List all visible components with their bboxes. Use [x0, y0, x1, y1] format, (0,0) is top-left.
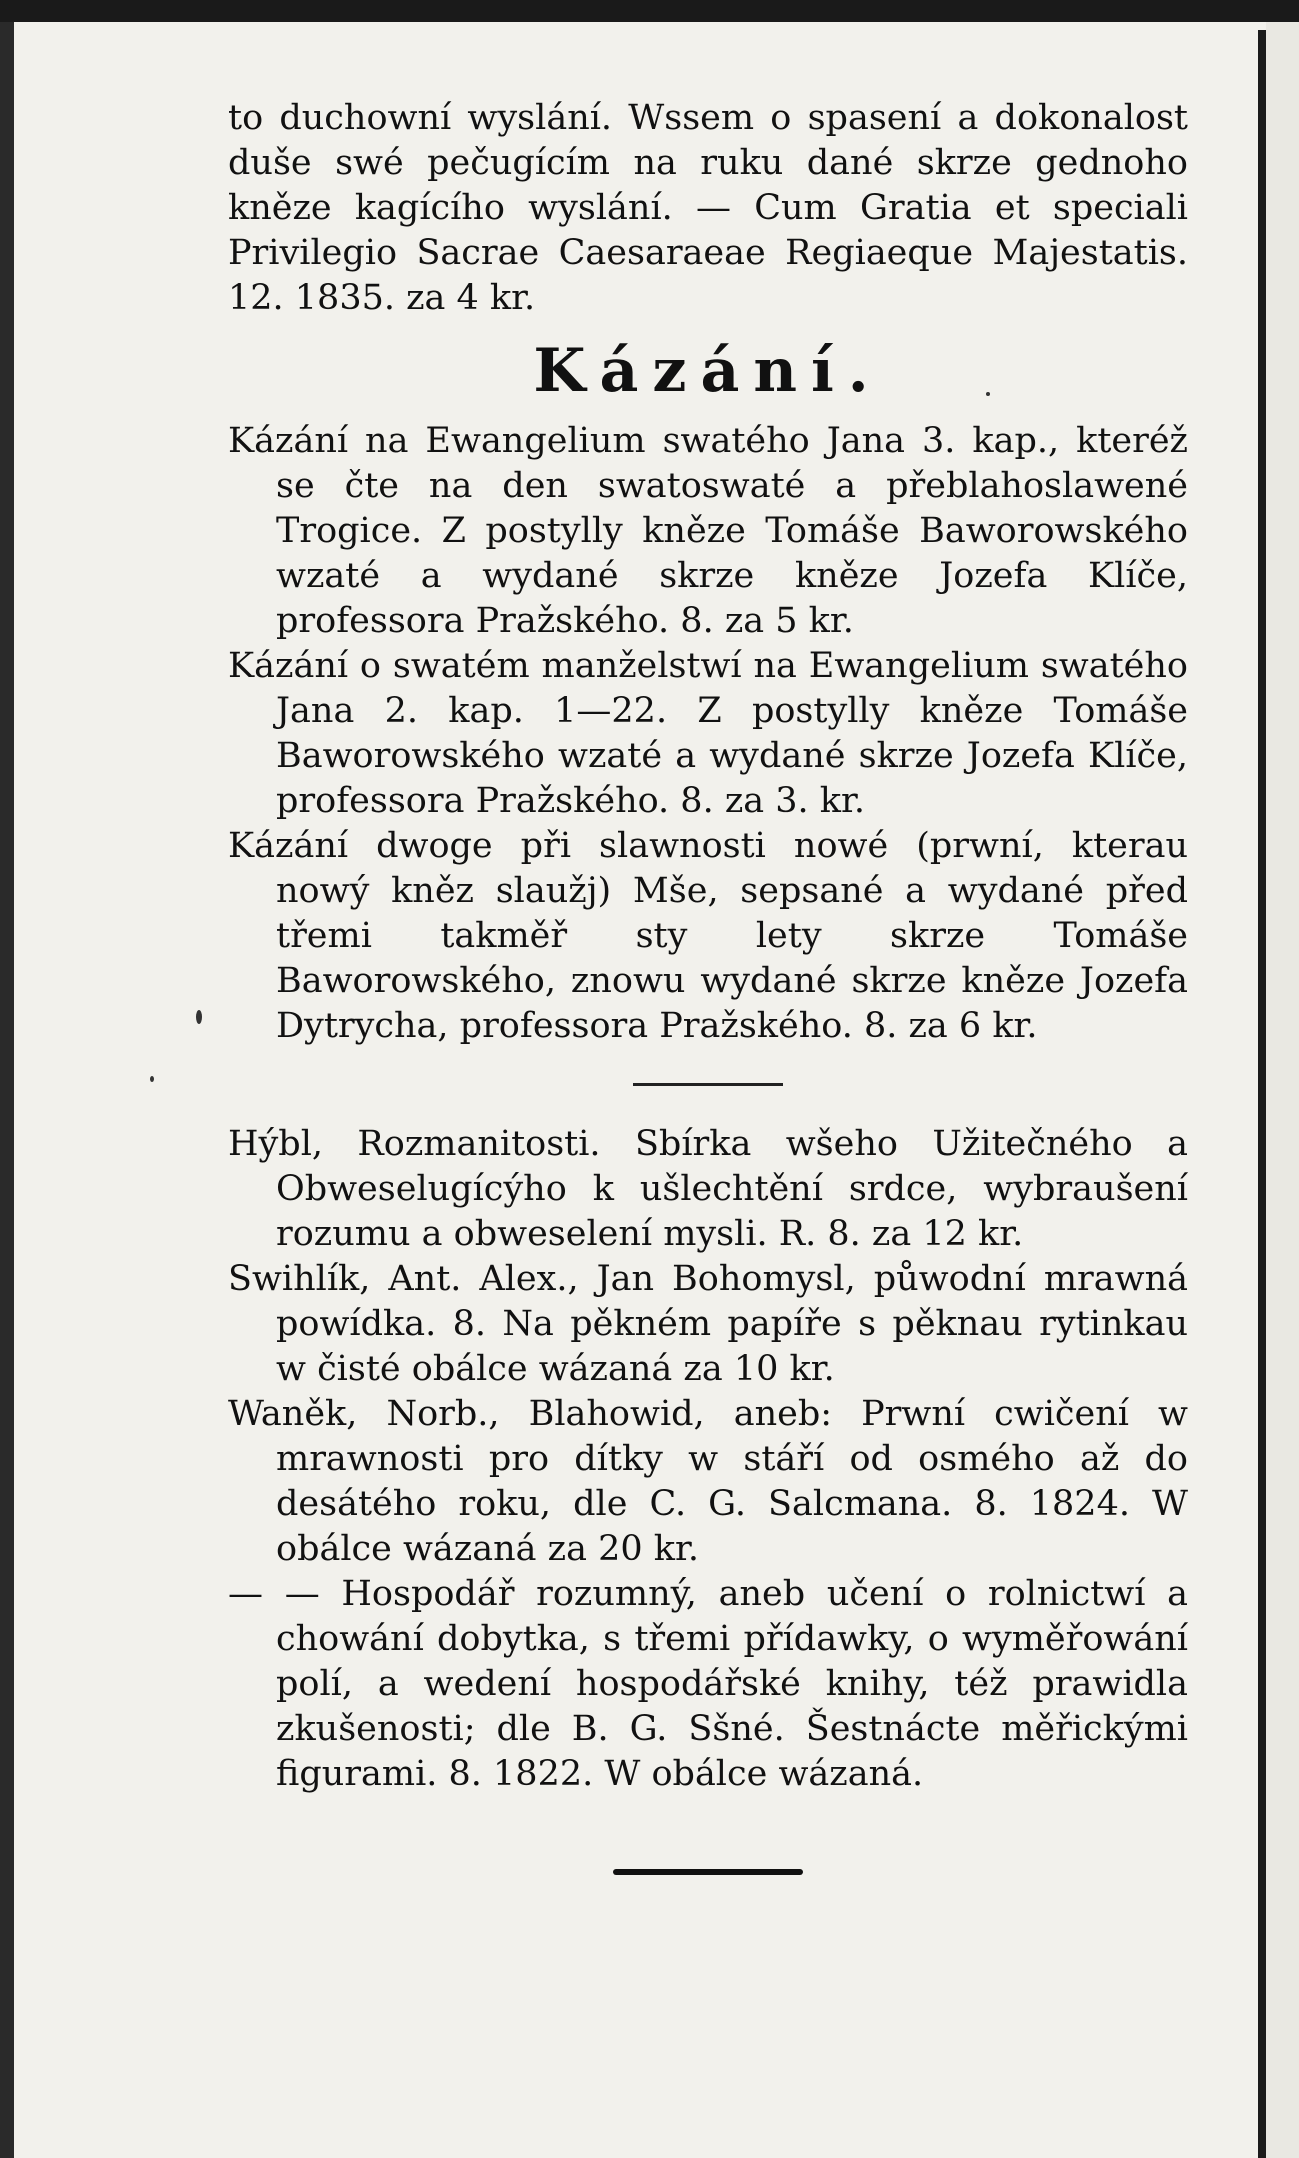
- intro-paragraph: to duchowní wyslání. Wssem o spasení a dokonalost duše swé pečugícím na ruku dané skrze gednoho kněze kagícího wyslání. — Cum Gratia et speciali Privilegio Sacrae Caesaraeae Regiaeque Majestatis. 12. 1835. za 4 kr.: [228, 98, 1188, 318]
- sermon-entry: Kázání na Ewangelium swatého Jana 3. kap., kteréž se čte na den swatoswaté a přeblahoslawené Trogice. Z postylly kněze Tomáše Baworowského wzaté a wydané skrze kněze Jozefa Klíče, professora Pražského. 8. za 5 kr.: [228, 421, 1188, 641]
- scan-top-border: [0, 0, 1299, 22]
- adjacent-page-strip: [1266, 22, 1299, 2158]
- sermon-entry: Kázání o swatém manželstwí na Ewangelium swatého Jana 2. kap. 1—22. Z postylly kněze Tomáše Baworowského wzaté a wydané skrze Jozefa Klíče, professora Pražského. 8. za 3. kr.: [228, 646, 1188, 821]
- document-page: [228, 96, 1188, 1875]
- section-title: Kázání.: [533, 336, 883, 406]
- book-entry: Hýbl, Rozmanitosti. Sbírka wšeho Užitečného a Obweselugícýho k ušlechtění srdce, wybraušení rozumu a obweselení mysli. R. 8. za 12 kr.: [228, 1124, 1188, 1254]
- book-entry-list: [228, 1122, 1188, 1797]
- book-entry: Waněk, Norb., Blahowid, aneb: Prwní cwičení w mrawnosti pro dítky w stáří od osmého až do desátého roku, dle C. G. Salcmana. 8. 1824. W obálce wázaná za 20 kr.: [228, 1394, 1188, 1569]
- end-rule: [613, 1869, 803, 1875]
- section-divider: [633, 1083, 783, 1086]
- ink-speck: [150, 1076, 154, 1082]
- sermon-entry-list: [228, 419, 1188, 1049]
- scan-left-edge: [0, 22, 14, 2158]
- book-entry: Swihlík, Ant. Alex., Jan Bohomysl, půwodní mrawná powídka. 8. Na pěkném papíře s pěknau rytinkau w čisté obálce wázaná za 10 kr.: [228, 1259, 1188, 1389]
- ink-speck: [196, 1010, 202, 1024]
- sermon-entry: Kázání dwoge při slawnosti nowé (prwní, kterau nowý kněz slaužj) Mše, sepsané a wydané před třemi takměř sty lety skrze Tomáše Baworowského, znowu wydané skrze kněze Jozefa Dytrycha, professora Pražského. 8. za 6 kr.: [228, 826, 1188, 1046]
- book-entry: — — Hospodář rozumný, aneb učení o rolnictwí a chowání dobytka, s třemi přídawky, o wyměřowání polí, a wedení hospodářské knihy, též prawidla zkušenosti; dle B. G. Sšné. Šestnácte měřickými figurami. 8. 1822. W obálce wázaná.: [228, 1574, 1188, 1794]
- page-binding-rule: [1258, 30, 1266, 2158]
- ink-speck: [986, 392, 990, 396]
